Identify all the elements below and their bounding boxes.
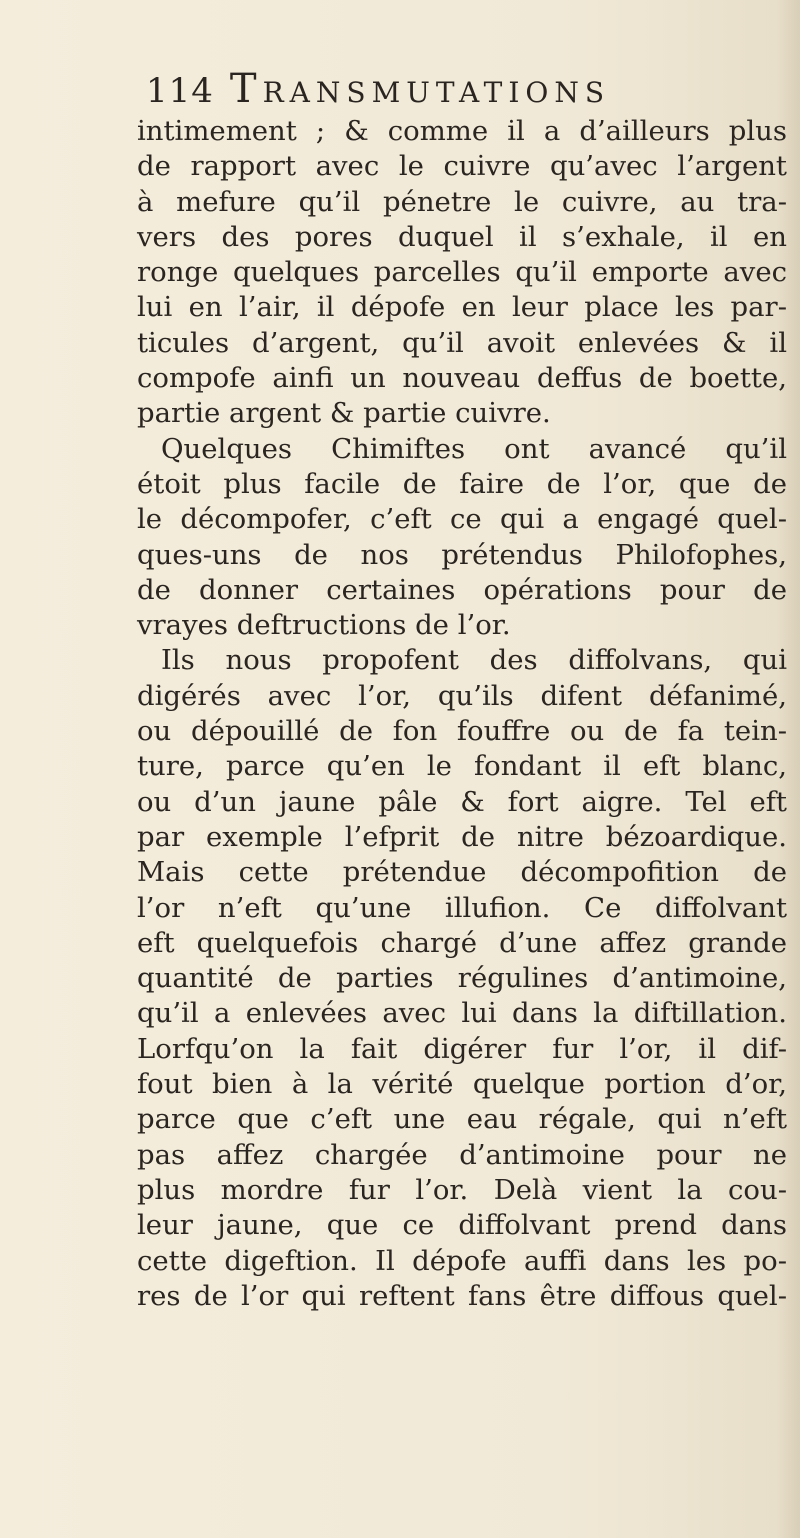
- text-line: le décompofer, c’eft ce qui a engagé quel-: [137, 503, 787, 536]
- text-line: qu’il a enlevées avec lui dans la diftillation.: [137, 997, 787, 1030]
- text-line: ture, parce qu’en le fondant il eft blanc,: [137, 750, 787, 783]
- text-line: cette digeftion. Il dépofe auffi dans les po-: [137, 1244, 787, 1277]
- text-line: fout bien à la vérité quelque portion d’or,: [137, 1068, 787, 1101]
- text-line: Lorfqu’on la fait digérer fur l’or, il dif-: [137, 1032, 787, 1065]
- text-line: leur jaune, que ce diffolvant prend dans: [137, 1209, 787, 1242]
- text-line: l’or n’eft qu’une illufion. Ce diffolvant: [137, 891, 787, 924]
- text-line: à mefure qu’il pénetre le cuivre, au tra-: [137, 185, 787, 218]
- text-line: ticules d’argent, qu’il avoit enlevées & il: [137, 326, 787, 359]
- text-line: lui en l’air, il dépofe en leur place les par-: [137, 291, 787, 324]
- text-line: par exemple l’efprit de nitre bézoardique.: [137, 820, 787, 853]
- text-line: ou dépouillé de fon fouffre ou de fa tein-: [137, 715, 787, 748]
- text-line: ou d’un jaune pâle & fort aigre. Tel eft: [137, 785, 787, 818]
- text-line: pas affez chargée d’antimoine pour ne: [137, 1138, 787, 1171]
- text-line: intimement ; & comme il a d’ailleurs plus: [137, 115, 787, 147]
- text-line: quantité de parties régulines d’antimoine,: [137, 962, 787, 995]
- text-line: Mais cette prétendue décompofition de: [137, 856, 787, 889]
- text-line: étoit plus facile de faire de l’or, que de: [137, 467, 787, 500]
- page-header: [146, 66, 766, 120]
- text-line: plus mordre fur l’or. Delà vient la cou-: [137, 1173, 787, 1206]
- text-line: compofe ainfi un nouveau deffus de boette,: [137, 362, 787, 395]
- text-line: res de l’or qui reftent fans être diffous quel-: [137, 1279, 787, 1312]
- text-line: Quelques Chimiftes ont avancé qu’il: [161, 432, 787, 465]
- body-text: [137, 114, 787, 1314]
- running-title: Transmutations: [229, 66, 611, 112]
- text-line: vers des pores duquel il s’exhale, il en: [137, 220, 787, 253]
- page-number: 114: [146, 71, 214, 111]
- text-line: ronge quelques parcelles qu’il emporte avec: [137, 256, 787, 289]
- text-line: vrayes deftructions de l’or.: [137, 609, 511, 642]
- text-line: parce que c’eft une eau régale, qui n’eft: [137, 1103, 787, 1136]
- text-line: eft quelquefois chargé d’une affez grande: [137, 926, 787, 959]
- text-line: ques-uns de nos prétendus Philofophes,: [137, 538, 787, 571]
- text-line: de rapport avec le cuivre qu’avec l’argent: [137, 150, 787, 183]
- text-line: partie argent & partie cuivre.: [137, 397, 551, 430]
- text-line: digérés avec l’or, qu’ils difent défanimé,: [137, 679, 787, 712]
- text-line: de donner certaines opérations pour de: [137, 573, 787, 606]
- text-line: Ils nous propofent des diffolvans, qui: [161, 644, 787, 677]
